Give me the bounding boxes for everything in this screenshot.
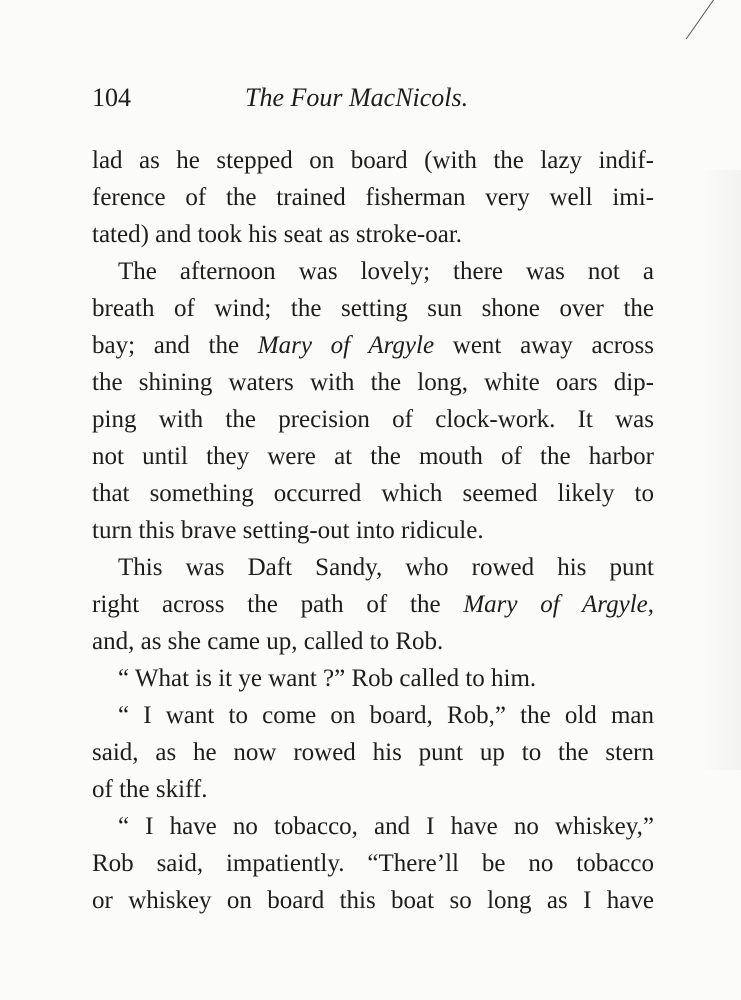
text-line: ping with the precision of clock-work. It was bbox=[92, 406, 654, 433]
text-line: that something occurred which seemed likely to bbox=[92, 480, 654, 507]
text-line: said, as he now rowed his punt up to the stern bbox=[92, 739, 654, 766]
scan-edge-mark bbox=[686, 0, 721, 39]
ship-name: Mary of Argyle bbox=[257, 332, 435, 359]
text-line: breath of wind; the setting sun shone over the bbox=[92, 295, 654, 322]
text-line: of the skiff. bbox=[92, 776, 208, 803]
text-line: This was Daft Sandy, who rowed his punt bbox=[118, 554, 654, 581]
text-line: Rob said, impatiently. “There’ll be no tobacco bbox=[92, 850, 654, 877]
text-line: “ I have no tobacco, and I have no whiskey,” bbox=[118, 813, 654, 840]
text-line: lad as he stepped on board (with the lazy indif- bbox=[92, 147, 654, 174]
text-line: ference of the trained fisherman very well imi- bbox=[92, 184, 654, 211]
text-line: right across the path of the Mary of Argyle, bbox=[92, 591, 654, 618]
ship-name: Mary of Argyle bbox=[463, 591, 648, 618]
text-line: bay; and the Mary of Argyle went away across bbox=[92, 332, 654, 359]
text-line: and, as she came up, called to Rob. bbox=[92, 628, 444, 655]
text-line: or whiskey on board this boat so long as I have bbox=[92, 887, 654, 914]
text-line: “ What is it ye want ?” Rob called to him. bbox=[118, 665, 537, 692]
running-title: The Four MacNicols. bbox=[245, 83, 469, 112]
text-line: the shining waters with the long, white oars dip- bbox=[92, 369, 654, 396]
text-line: not until they were at the mouth of the harbor bbox=[92, 443, 654, 470]
page-bleed-through bbox=[701, 170, 741, 770]
text-line: “ I want to come on board, Rob,” the old man bbox=[118, 702, 654, 729]
running-header bbox=[92, 83, 652, 123]
text-line: turn this brave setting-out into ridicule. bbox=[92, 517, 484, 544]
text-line: The afternoon was lovely; there was not a bbox=[118, 258, 654, 285]
text-line: tated) and took his seat as stroke-oar. bbox=[92, 221, 463, 248]
page-number: 104 bbox=[92, 83, 131, 112]
